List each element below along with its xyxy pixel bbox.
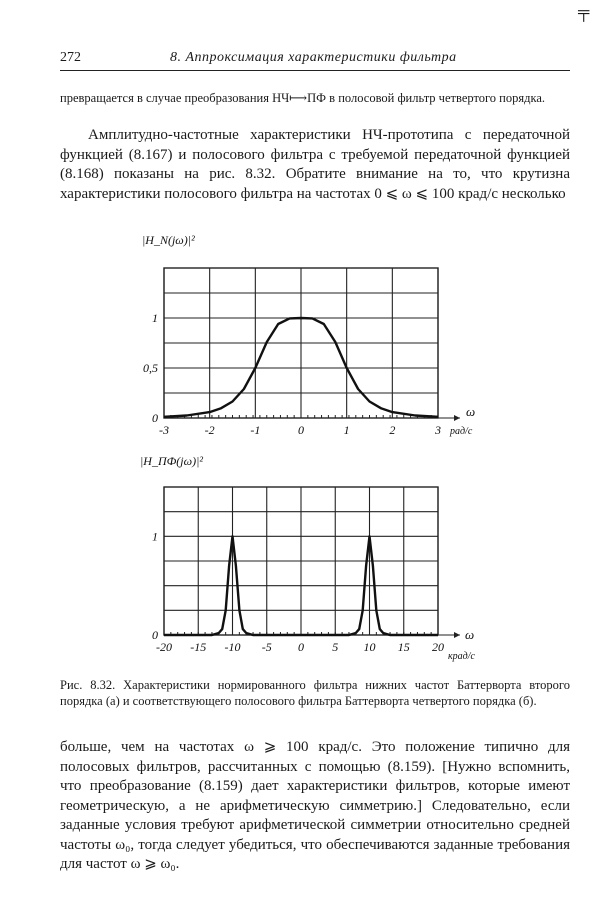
- chart-a-xtick-label-2: -1: [250, 423, 261, 437]
- chart-b-x-arrowhead: [454, 632, 460, 638]
- chart-b-xtick-label-4: 0: [298, 640, 304, 654]
- chart-b-xtick-label-2: -10: [224, 640, 241, 654]
- chart-b-xtick-label-8: 20: [432, 640, 444, 654]
- chart-b-xtick-label-5: 5: [332, 640, 339, 654]
- chart-a-ytick-label-0: 0: [152, 411, 158, 425]
- chart-b-xunit: крад/с: [448, 651, 475, 662]
- chart-a-xtick-label-3: 0: [298, 423, 304, 437]
- chart-b-grid: [164, 487, 460, 638]
- figure-caption: Рис. 8.32. Характеристики нормированного фильтра нижних частот Баттерворта второго порядка (а) и соответствующего полосового фильтра Баттерворта четвертого порядка (б).: [60, 678, 570, 708]
- running-title: 8. Аппроксимация характеристики фильтра: [170, 50, 457, 65]
- chart-a-xtick-label-4: 1: [343, 423, 350, 437]
- chart-bandpass: [140, 447, 502, 669]
- chart-a-xtick-label-1: -2: [204, 423, 215, 437]
- chart-a-xtick-label-0: -3: [159, 423, 169, 437]
- chart-b-xtick-label-3: -5: [261, 640, 272, 654]
- chart-b-ylabel: |H_ПФ(jω)|²: [140, 454, 203, 468]
- intro-paragraph: превращается в случае преобразования НЧ⟼ПФ в полосовой фильтр четвертого порядка.: [60, 91, 546, 105]
- paragraph-2: больше, чем на частотах ω ⩾ 100 крад/с. Это положение типично для полосовых фильтров, рассчитанных с помощью (8.159). [Нужно вспомнить, что преобразование (8.159) дает характеристики фильтров, которые имеют геометрическую, а не арифметическую симметрию.] Следовательно, если заданные условия требуют арифметической симметрии относительно средней частоты ω₀, тогда следует убедиться, что обеспечиваются заданные требования для частот ω ⩾ ω₀.: [60, 739, 570, 872]
- chart-a-xtick-label-5: 2: [389, 423, 396, 437]
- chart-b-xtick-label-7: 15: [397, 640, 410, 654]
- chart-a-ytick-label-1: 0,5: [143, 361, 158, 375]
- chart-a-ytick-label-2: 1: [152, 311, 158, 325]
- chart-a-xunit: рад/с: [450, 426, 473, 437]
- corner-mark: ╤: [578, 4, 590, 21]
- page-number: 272: [60, 50, 81, 65]
- chart-b-ytick-label-1: 1: [152, 529, 158, 544]
- chart-b-xlabel: ω: [465, 627, 475, 642]
- chart-a-xlabel: ω: [466, 404, 476, 419]
- chart-b-xtick-label-1: -15: [190, 640, 207, 654]
- chart-a-ylabel: |H_N(jω)|²: [142, 233, 195, 247]
- chart-a-x-arrowhead: [454, 415, 460, 421]
- chart-b-xtick-label-0: -20: [156, 640, 172, 654]
- chart-b-xtick-label-6: 10: [363, 640, 376, 654]
- page-header: [60, 48, 570, 71]
- chart-lowpass: [140, 228, 490, 446]
- paragraph-1: Амплитудно-частотные характеристики НЧ-прототипа с передаточной функцией (8.167) и полосового фильтра с требуемой передаточной функцией (8.168) показаны на рис. 8.32. Обратите внимание на то, что крутизна характеристики полосового фильтра на частотах 0 ⩽ ω ⩽ 100 крад/с несколько: [60, 127, 570, 202]
- chart-b-ytick-label-0: 0: [152, 628, 158, 642]
- chart-a-grid: [164, 268, 460, 421]
- chart-a-xtick-label-6: 3: [435, 423, 441, 437]
